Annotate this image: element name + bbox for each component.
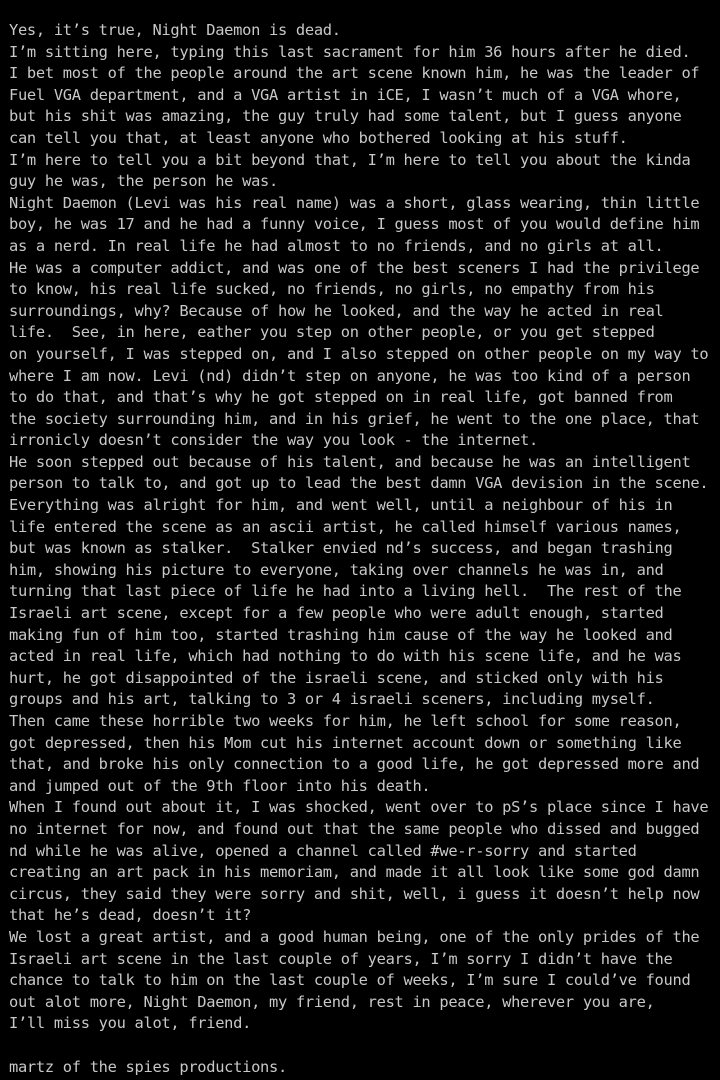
text-line: irronicly doesn’t consider the way you look - the internet. (9, 431, 538, 450)
text-line: to do that, and that’s why he got stepped on in real life, got banned from (9, 388, 673, 407)
text-line: circus, they said they were sorry and shit, well, i guess it doesn’t help now (9, 884, 700, 903)
text-line: but was known as stalker. Stalker envied nd’s success, and began trashing (9, 539, 673, 558)
text-line: the society surrounding him, and in his grief, he went to the one place, that (9, 409, 700, 428)
text-line: creating an art pack in his memoriam, and made it all look like some god damn (9, 863, 700, 882)
text-line: Then came these horrible two weeks for him, he left school for some reason, (9, 712, 682, 730)
text-line: life entered the scene as an ascii artist, he called himself various names, (9, 517, 682, 536)
text-line: making fun of him too, started trashing him cause of the way he looked and (9, 625, 673, 644)
text-line: can tell you that, at least anyone who bothered looking at his stuff. (9, 128, 628, 147)
text-line: Night Daemon (Levi was his real name) was a short, glass wearing, thin little (9, 193, 700, 212)
text-line: I’m here to tell you a bit beyond that, I’m here to tell you about the kinda (9, 150, 691, 169)
text-line: person to talk to, and got up to lead the best damn VGA devision in the scene. (9, 474, 709, 493)
text-line: on yourself, I was stepped on, and I also stepped on other people on my way to (9, 344, 709, 363)
text-line: as a nerd. In real life he had almost to no friends, and no girls at all. (9, 236, 664, 255)
text-line: guy he was, the person he was. (9, 172, 278, 191)
text-line (9, 1035, 708, 1057)
text-line: out alot more, Night Daemon, my friend, rest in peace, wherever you are, (9, 992, 655, 1011)
text-line: boy, he was 17 and he had a funny voice, I guess most of you would define him (9, 215, 700, 234)
memorial-text (9, 20, 708, 1078)
text-line: surroundings, why? Because of how he looked, and the way he acted in real (9, 301, 664, 320)
text-line: where I am now. Levi (nd) didn’t step on anyone, he was too kind of a person (9, 366, 691, 385)
text-line: got depressed, then his Mom cut his internet account down or something like (9, 733, 682, 752)
text-line: to know, his real life sucked, no friends, no girls, no empathy from his (9, 280, 655, 299)
text-line: Yes, it’s true, Night Daemon is dead. (9, 21, 341, 39)
text-line: He was a computer addict, and was one of the best sceners I had the privilege (9, 258, 700, 277)
text-line: He soon stepped out because of his talent, and because he was an intelligent (9, 452, 691, 471)
text-line: Fuel VGA department, and a VGA artist in iCE, I wasn’t much of a VGA whore, (9, 85, 682, 104)
text-line: I’m sitting here, typing this last sacrament for him 36 hours after he died. (9, 42, 691, 61)
text-line: no internet for now, and found out that the same people who dissed and bugged (9, 819, 700, 838)
text-line: nd while he was alive, opened a channel called #we-r-sorry and started (9, 841, 637, 860)
text-line: him, showing his picture to everyone, taking over channels he was in, and (9, 560, 664, 579)
text-line: I bet most of the people around the art scene known him, he was the leader of (9, 64, 700, 83)
text-line: hurt, he got disappointed of the israeli scene, and sticked only with his (9, 668, 664, 687)
text-line: that he’s dead, doesn’t it? (9, 906, 252, 925)
text-line: When I found out about it, I was shocked, went over to pS’s place since I have (9, 798, 709, 817)
text-line: groups and his art, talking to 3 or 4 israeli sceners, including myself. (9, 690, 655, 709)
text-line: martz of the spies productions. (9, 1057, 287, 1076)
text-line: but his shit was amazing, the guy truly had some talent, but I guess anyone (9, 107, 682, 126)
text-line: Israeli art scene, except for a few people who were adult enough, started (9, 604, 664, 623)
text-line: and jumped out of the 9th floor into his death. (9, 776, 431, 795)
text-line: acted in real life, which had nothing to do with his scene life, and he was (9, 647, 682, 666)
text-line: We lost a great artist, and a good human being, one of the only prides of the (9, 927, 700, 946)
text-line: life. See, in here, eather you step on other people, or you get stepped (9, 323, 655, 342)
text-line: Everything was alright for him, and went well, until a neighbour of his in (9, 496, 673, 515)
text-line: chance to talk to him on the last couple of weeks, I’m sure I could’ve found (9, 971, 691, 990)
text-line: turning that last piece of life he had into a living hell. The rest of the (9, 582, 682, 601)
text-line: that, and broke his only connection to a good life, he got depressed more and (9, 755, 700, 774)
text-line: I’ll miss you alot, friend. (9, 1014, 252, 1033)
text-line: Israeli art scene in the last couple of years, I’m sorry I didn’t have the (9, 949, 673, 968)
